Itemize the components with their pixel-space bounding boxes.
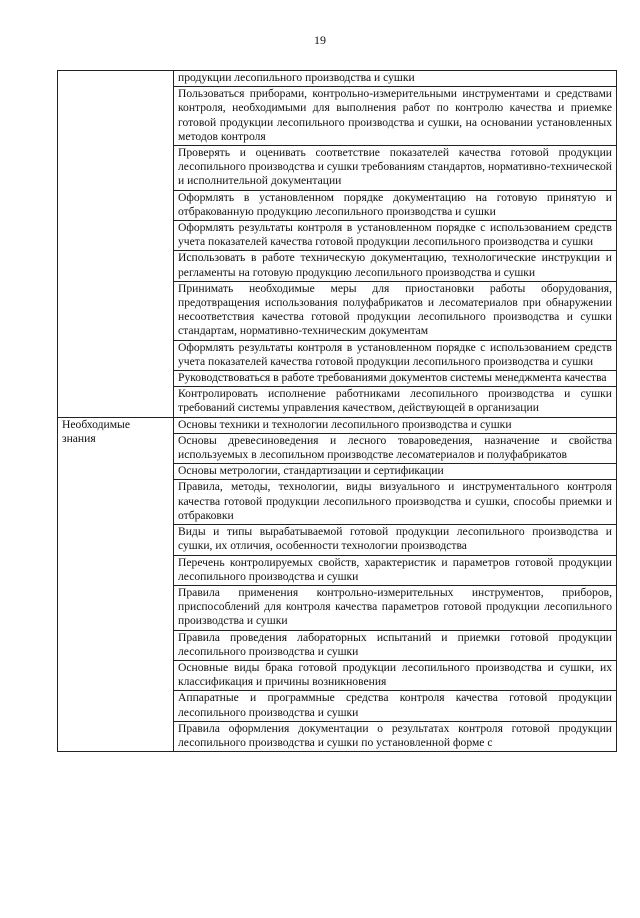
table-row — [58, 417, 617, 433]
requirement-item: Основные виды брака готовой продукции лесопильного производства и сушки, их классификация и причины возникновения — [174, 660, 617, 690]
requirement-item: Руководствоваться в работе требованиями документов системы менеджмента качества — [174, 371, 617, 387]
requirement-item: Пользоваться приборами, контрольно-измерительными инструментами и средствами контроля, необходимыми для выполнения работ по контролю качества и приемке готовой продукции лесопильного производства и сушки, на основании установленных методов контроля — [174, 87, 617, 146]
table-row — [58, 71, 617, 87]
requirement-item: Основы древесиноведения и лесного товароведения, назначение и свойства используемых в лесопильном производстве лесоматериалов и полуфабрикатов — [174, 433, 617, 463]
requirements-table-body — [58, 71, 617, 752]
requirement-item: Правила оформления документации о результатах контроля готовой продукции лесопильного производства и сушки по установленной форме с — [174, 721, 617, 751]
requirement-item: Проверять и оценивать соответствие показателей качества готовой продукции лесопильного производства и сушки требованиям стандартов, нормативно-технической и исполнительной документации — [174, 146, 617, 191]
requirement-item: Правила применения контрольно-измерительных инструментов, приборов, приспособлений для контроля качества параметров готовой продукции лесопильного производства и сушки — [174, 585, 617, 630]
requirement-item: Оформлять результаты контроля в установленном порядке с использованием средств учета показателей качества готовой продукции лесопильного производства и сушки — [174, 221, 617, 251]
requirement-item: продукции лесопильного производства и сушки — [174, 71, 617, 87]
requirement-item: Использовать в работе техническую документацию, технологические инструкции и регламенты на готовую продукцию лесопильного производства и сушки — [174, 251, 617, 281]
requirement-item: Правила, методы, технологии, виды визуального и инструментального контроля качества готовой продукции лесопильного производства и сушки, способы приемки и отбраковки — [174, 480, 617, 525]
requirement-item: Принимать необходимые меры для приостановки работы оборудования, предотвращения использования полуфабрикатов и лесоматериалов при обнаружении несоответствия качества готовой продукции лесопильного производства и сушки стандартам, нормативно-техническим документам — [174, 281, 617, 340]
requirements-table — [57, 70, 617, 752]
page-number: 19 — [314, 33, 326, 47]
requirement-item: Контролировать исполнение работниками лесопильного производства и сушки требований системы управления качеством, действующей в организации — [174, 387, 617, 417]
requirement-item: Виды и типы вырабатываемой готовой продукции лесопильного производства и сушки, их отличия, особенности технологии производства — [174, 525, 617, 555]
requirement-item: Аппаратные и программные средства контроля качества готовой продукции лесопильного производства и сушки — [174, 691, 617, 721]
requirement-item: Основы техники и технологии лесопильного производства и сушки — [174, 417, 617, 433]
requirement-item: Основы метрологии, стандартизации и сертификации — [174, 464, 617, 480]
row-group-label-cell — [58, 417, 174, 751]
requirement-item: Оформлять результаты контроля в установленном порядке с использованием средств учета показателей качества готовой продукции лесопильного производства и сушки — [174, 340, 617, 370]
requirement-item: Оформлять в установленном порядке документацию на готовую принятую и отбракованную продукцию лесопильного производства и сушки — [174, 190, 617, 220]
row-group-label-cell — [58, 71, 174, 418]
requirement-item: Правила проведения лабораторных испытаний и приемки готовой продукции лесопильного производства и сушки — [174, 630, 617, 660]
requirement-item: Перечень контролируемых свойств, характеристик и параметров готовой продукции лесопильного производства и сушки — [174, 555, 617, 585]
row-group-label: Необходимые знания — [62, 417, 130, 445]
